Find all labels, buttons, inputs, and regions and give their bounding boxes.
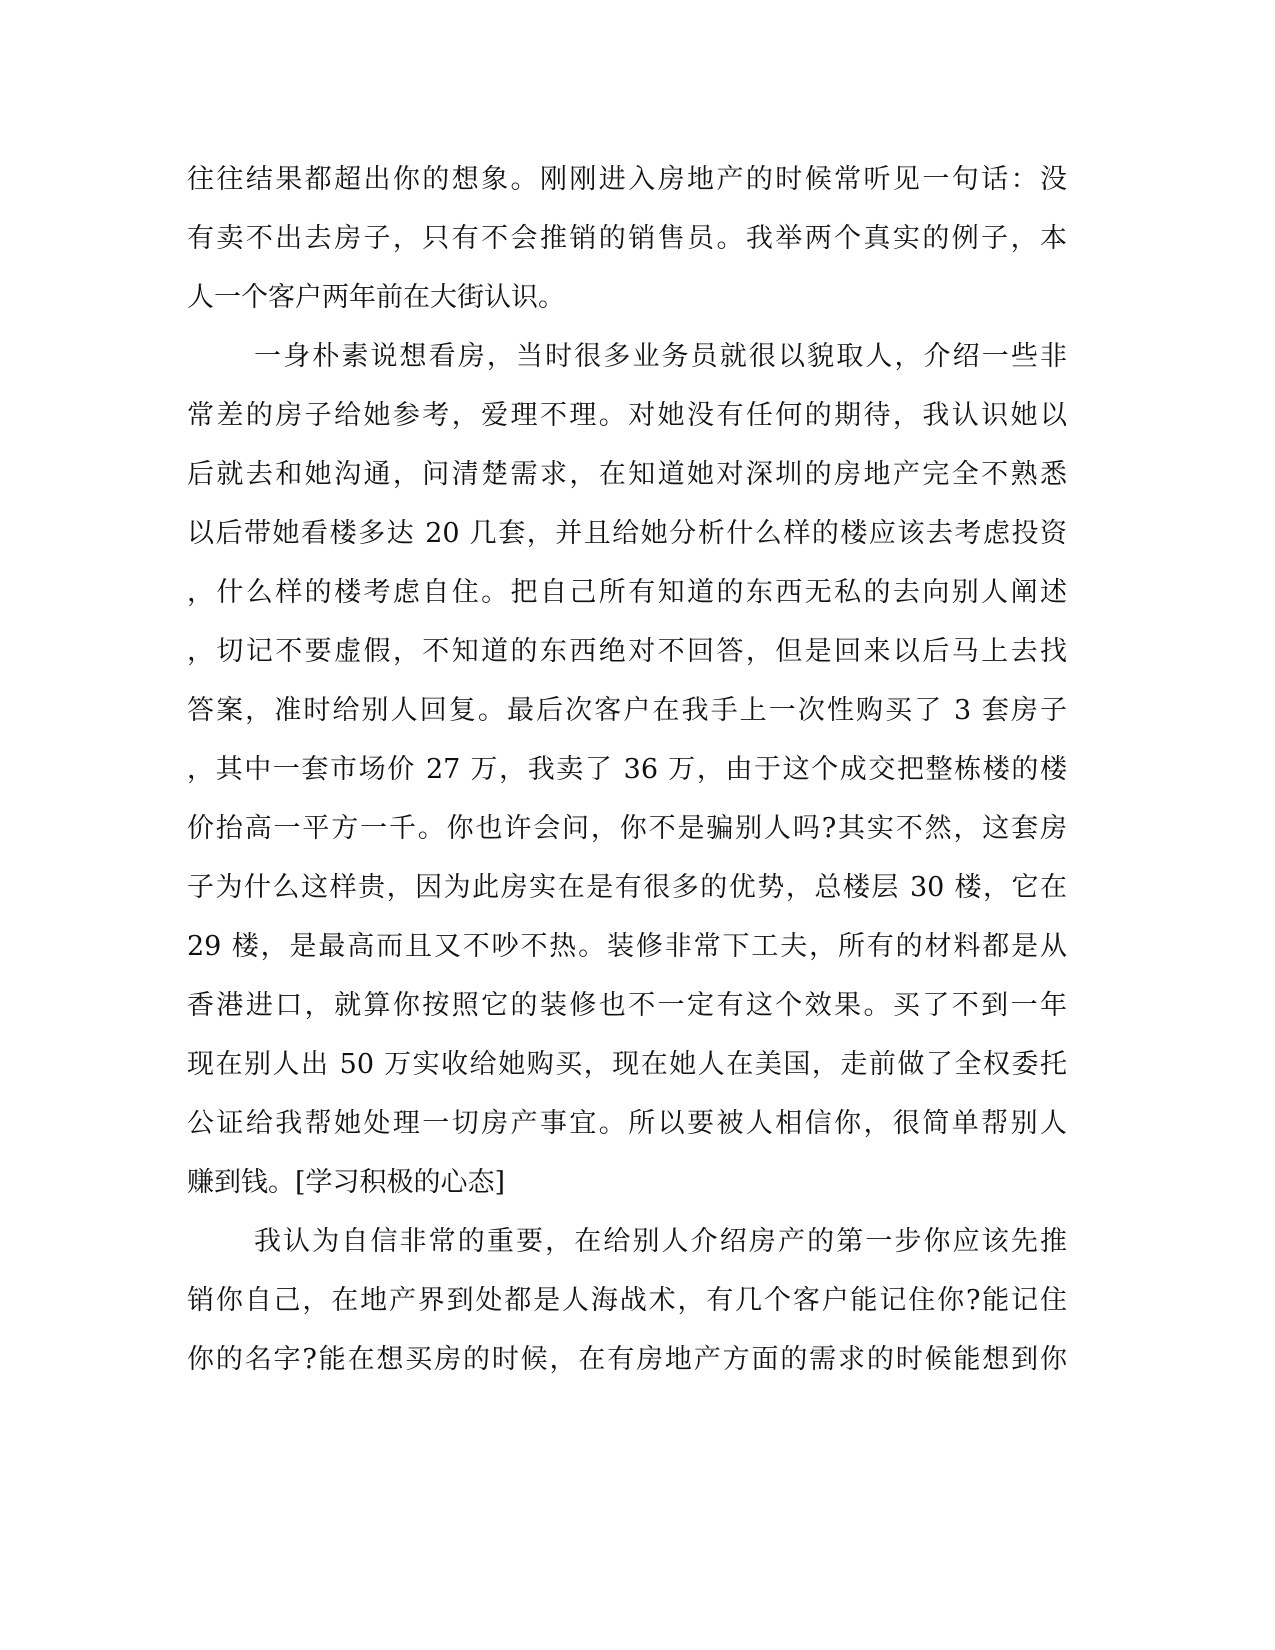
text-line: ，其中一套市场价 27 万，我卖了 36 万，由于这个成交把整栋楼的楼	[187, 754, 1067, 785]
text-line: 29 楼，是最高而且又不吵不热。装修非常下工夫，所有的材料都是从	[187, 931, 1067, 962]
text-line: 香港进口，就算你按照它的装修也不一定有这个效果。买了不到一年	[187, 990, 1067, 1021]
text-line: 现在别人出 50 万实收给她购买，现在她人在美国，走前做了全权委托	[187, 1049, 1067, 1080]
paragraph-first-line: 我认为自信非常的重要，在给别人介绍房产的第一步你应该先推	[254, 1226, 1067, 1257]
text-line: 后就去和她沟通，问清楚需求，在知道她对深圳的房地产完全不熟悉	[187, 459, 1067, 490]
text-line: 往往结果都超出你的想象。刚刚进入房地产的时候常听见一句话：没	[187, 164, 1067, 195]
text-line: 以后带她看楼多达 20 几套，并且给她分析什么样的楼应该去考虑投资	[187, 518, 1067, 549]
text-line: 赚到钱。[学习积极的心态]	[187, 1167, 506, 1198]
text-line: 常差的房子给她参考，爱理不理。对她没有任何的期待，我认识她以	[187, 400, 1067, 431]
text-line: 子为什么这样贵，因为此房实在是有很多的优势，总楼层 30 楼，它在	[187, 872, 1067, 903]
text-line: 答案，准时给别人回复。最后次客户在我手上一次性购买了 3 套房子	[187, 695, 1067, 726]
text-line: 你的名字?能在想买房的时候，在有房地产方面的需求的时候能想到你	[187, 1344, 1067, 1375]
text-line: ，切记不要虚假，不知道的东西绝对不回答，但是回来以后马上去找	[187, 636, 1067, 667]
text-line: 销你自己，在地产界到处都是人海战术，有几个客户能记住你?能记住	[187, 1285, 1067, 1316]
text-line: 公证给我帮她处理一切房产事宜。所以要被人相信你，很简单帮别人	[187, 1108, 1067, 1139]
paragraph-first-line: 一身朴素说想看房，当时很多业务员就很以貌取人，介绍一些非	[254, 341, 1067, 372]
text-line: 人一个客户两年前在大街认识。	[187, 282, 565, 313]
text-line: ，什么样的楼考虑自住。把自己所有知道的东西无私的去向别人阐述	[187, 577, 1067, 608]
text-line: 价抬高一平方一千。你也许会问，你不是骗别人吗?其实不然，这套房	[187, 813, 1067, 844]
text-line: 有卖不出去房子，只有不会推销的销售员。我举两个真实的例子，本	[187, 223, 1067, 254]
